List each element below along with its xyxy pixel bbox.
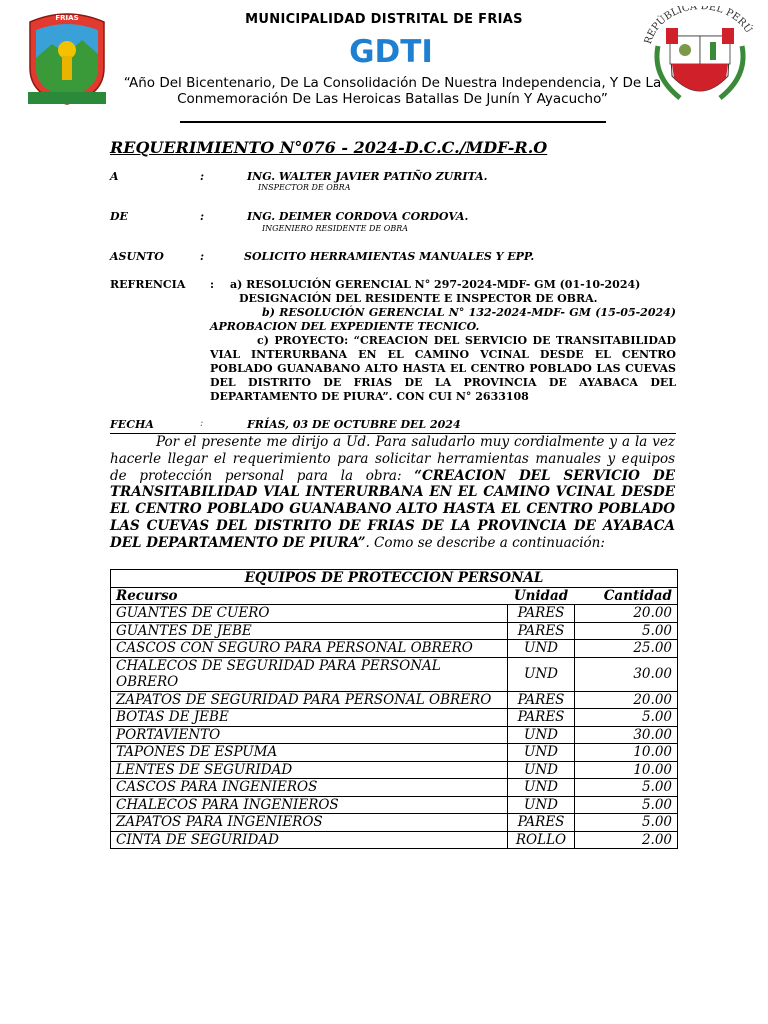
- table-body: [111, 605, 678, 849]
- header-divider: [180, 121, 606, 123]
- from-role: INGENIERO RESIDENTE DE OBRA: [262, 224, 409, 233]
- quantity-cell: 5.00: [575, 779, 678, 797]
- resource-cell: CASCOS CON SEGURO PARA PERSONAL OBRERO: [111, 640, 508, 658]
- unit-cell: UND: [508, 761, 575, 779]
- quantity-cell: 5.00: [575, 709, 678, 727]
- municipality-name: MUNICIPALIDAD DISTRITAL DE FRIAS: [245, 12, 523, 27]
- quantity-cell: 25.00: [575, 640, 678, 658]
- reference-colon: :: [210, 278, 215, 291]
- unit-cell: PARES: [508, 709, 575, 727]
- from-colon: :: [200, 210, 205, 223]
- table-row: [111, 779, 678, 797]
- from-label: DE: [110, 210, 128, 223]
- resource-cell: GUANTES DE CUERO: [111, 605, 508, 623]
- epp-table: [110, 569, 678, 849]
- unit-cell: PARES: [508, 691, 575, 709]
- unit-cell: PARES: [508, 814, 575, 832]
- table-row: [111, 622, 678, 640]
- svg-text:REPÚBLICA DEL PERÚ: REPÚBLICA DEL PERÚ: [642, 6, 754, 46]
- table-row: [111, 796, 678, 814]
- office-name: GDTI: [349, 34, 433, 70]
- date-label: FECHA: [110, 418, 154, 431]
- table-row: [111, 709, 678, 727]
- unit-cell: PARES: [508, 622, 575, 640]
- date-colon: :: [200, 418, 204, 429]
- col-header-unit: Unidad: [508, 587, 575, 605]
- reference-b-line1: b) RESOLUCIÓN GERENCIAL N° 132-2024-MDF- GM (15-05-2024): [262, 306, 676, 319]
- resource-cell: TAPONES DE ESPUMA: [111, 744, 508, 762]
- resource-cell: ZAPATOS DE SEGURIDAD PARA PERSONAL OBRERO: [111, 691, 508, 709]
- subject-colon: :: [200, 250, 205, 263]
- quantity-cell: 30.00: [575, 657, 678, 691]
- table-row: [111, 605, 678, 623]
- table-row: [111, 814, 678, 832]
- quantity-cell: 20.00: [575, 605, 678, 623]
- quantity-cell: 2.00: [575, 831, 678, 849]
- resource-cell: BOTAS DE JEBE: [111, 709, 508, 727]
- reference-label: REFRENCIA: [110, 278, 186, 291]
- quantity-cell: 5.00: [575, 796, 678, 814]
- body-tail: . Como se describe a continuación:: [365, 534, 605, 551]
- table-caption: EQUIPOS DE PROTECCION PERSONAL: [111, 570, 678, 588]
- quantity-cell: 5.00: [575, 814, 678, 832]
- to-label: A: [110, 170, 119, 183]
- official-motto: “Año Del Bicentenario, De La Consolidación De Nuestra Independencia, Y De La Conmemoración De Las Heroicas Batallas De Junín Y Ayacucho”: [123, 75, 662, 107]
- table-row: [111, 831, 678, 849]
- unit-cell: PARES: [508, 605, 575, 623]
- quantity-cell: 5.00: [575, 622, 678, 640]
- reference-a-line2: DESIGNACIÓN DEL RESIDENTE E INSPECTOR DE OBRA.: [239, 292, 598, 305]
- table-row: [111, 691, 678, 709]
- logo-text: FRIAS: [55, 14, 79, 22]
- table-row: [111, 744, 678, 762]
- from-name: ING. DEIMER CORDOVA CORDOVA.: [247, 210, 469, 223]
- table-row: [111, 640, 678, 658]
- resource-cell: PORTAVIENTO: [111, 726, 508, 744]
- to-colon: :: [200, 170, 205, 183]
- date-text: FRÍAS, 03 DE OCTUBRE DEL 2024: [247, 418, 461, 431]
- unit-cell: UND: [508, 744, 575, 762]
- table-row: [111, 761, 678, 779]
- subject-label: ASUNTO: [110, 250, 164, 263]
- unit-cell: ROLLO: [508, 831, 575, 849]
- document-title: REQUERIMIENTO N°076 - 2024-D.C.C./MDF-R.O: [110, 138, 548, 157]
- quantity-cell: 10.00: [575, 744, 678, 762]
- resource-cell: CHALECOS PARA INGENIEROS: [111, 796, 508, 814]
- resource-cell: ZAPATOS PARA INGENIEROS: [111, 814, 508, 832]
- col-header-quantity: Cantidad: [575, 587, 678, 605]
- unit-cell: UND: [508, 657, 575, 691]
- to-role: INSPECTOR DE OBRA: [258, 183, 351, 192]
- reference-c: c) PROYECTO: “CREACION DEL SERVICIO DE TRANSITABILIDAD VIAL INTERURBANA EN EL CAMINO VCINAL DESDE EL CENTRO POBLADO GUANABANO ALTO HASTA EL CENTRO POBLADO LAS CUEVAS DEL DISTRITO DE FRIAS DE LA PROVINCIA DE AYABACA DEL DEPARTAMENTO DE PIURA”. CON CUI N° 2633108: [210, 334, 676, 403]
- unit-cell: UND: [508, 796, 575, 814]
- subject-text: SOLICITO HERRAMIENTAS MANUALES Y EPP.: [244, 250, 535, 263]
- col-header-resource: Recurso: [111, 587, 508, 605]
- resource-cell: GUANTES DE JEBE: [111, 622, 508, 640]
- body-intro: Por el presente me dirijo a Ud. Para saludarlo muy cordialmente y a la vez hacerle llegar el requerimiento para solicitar herramientas manuales y equipos de protección personal para la obra:: [110, 434, 675, 484]
- quantity-cell: 30.00: [575, 726, 678, 744]
- resource-cell: CHALECOS DE SEGURIDAD PARA PERSONAL OBRERO: [111, 657, 508, 691]
- unit-cell: UND: [508, 726, 575, 744]
- resource-cell: LENTES DE SEGURIDAD: [111, 761, 508, 779]
- to-name: ING. WALTER JAVIER PATIÑO ZURITA.: [247, 170, 488, 183]
- body-paragraph: [110, 434, 675, 552]
- unit-cell: UND: [508, 640, 575, 658]
- table-row: [111, 726, 678, 744]
- quantity-cell: 10.00: [575, 761, 678, 779]
- table-row: [111, 657, 678, 691]
- unit-cell: UND: [508, 779, 575, 797]
- reference-a-line1: a) RESOLUCIÓN GERENCIAL N° 297-2024-MDF- GM (01-10-2024): [230, 278, 641, 291]
- reference-b-line2: APROBACION DEL EXPEDIENTE TECNICO.: [210, 320, 480, 333]
- body-project: “CREACION DEL SERVICIO DE TRANSITABILIDAD VIAL INTERURBANA EN EL CAMINO VCINAL DESDE EL CENTRO POBLADO GUANABANO ALTO HASTA EL CENTRO POBLADO LAS CUEVAS DEL DISTRITO DE FRIAS DE LA PROVINCIA DE AYABACA DEL DEPARTAMENTO DE PIURA”: [110, 467, 675, 551]
- resource-cell: CINTA DE SEGURIDAD: [111, 831, 508, 849]
- resource-cell: CASCOS PARA INGENIEROS: [111, 779, 508, 797]
- quantity-cell: 20.00: [575, 691, 678, 709]
